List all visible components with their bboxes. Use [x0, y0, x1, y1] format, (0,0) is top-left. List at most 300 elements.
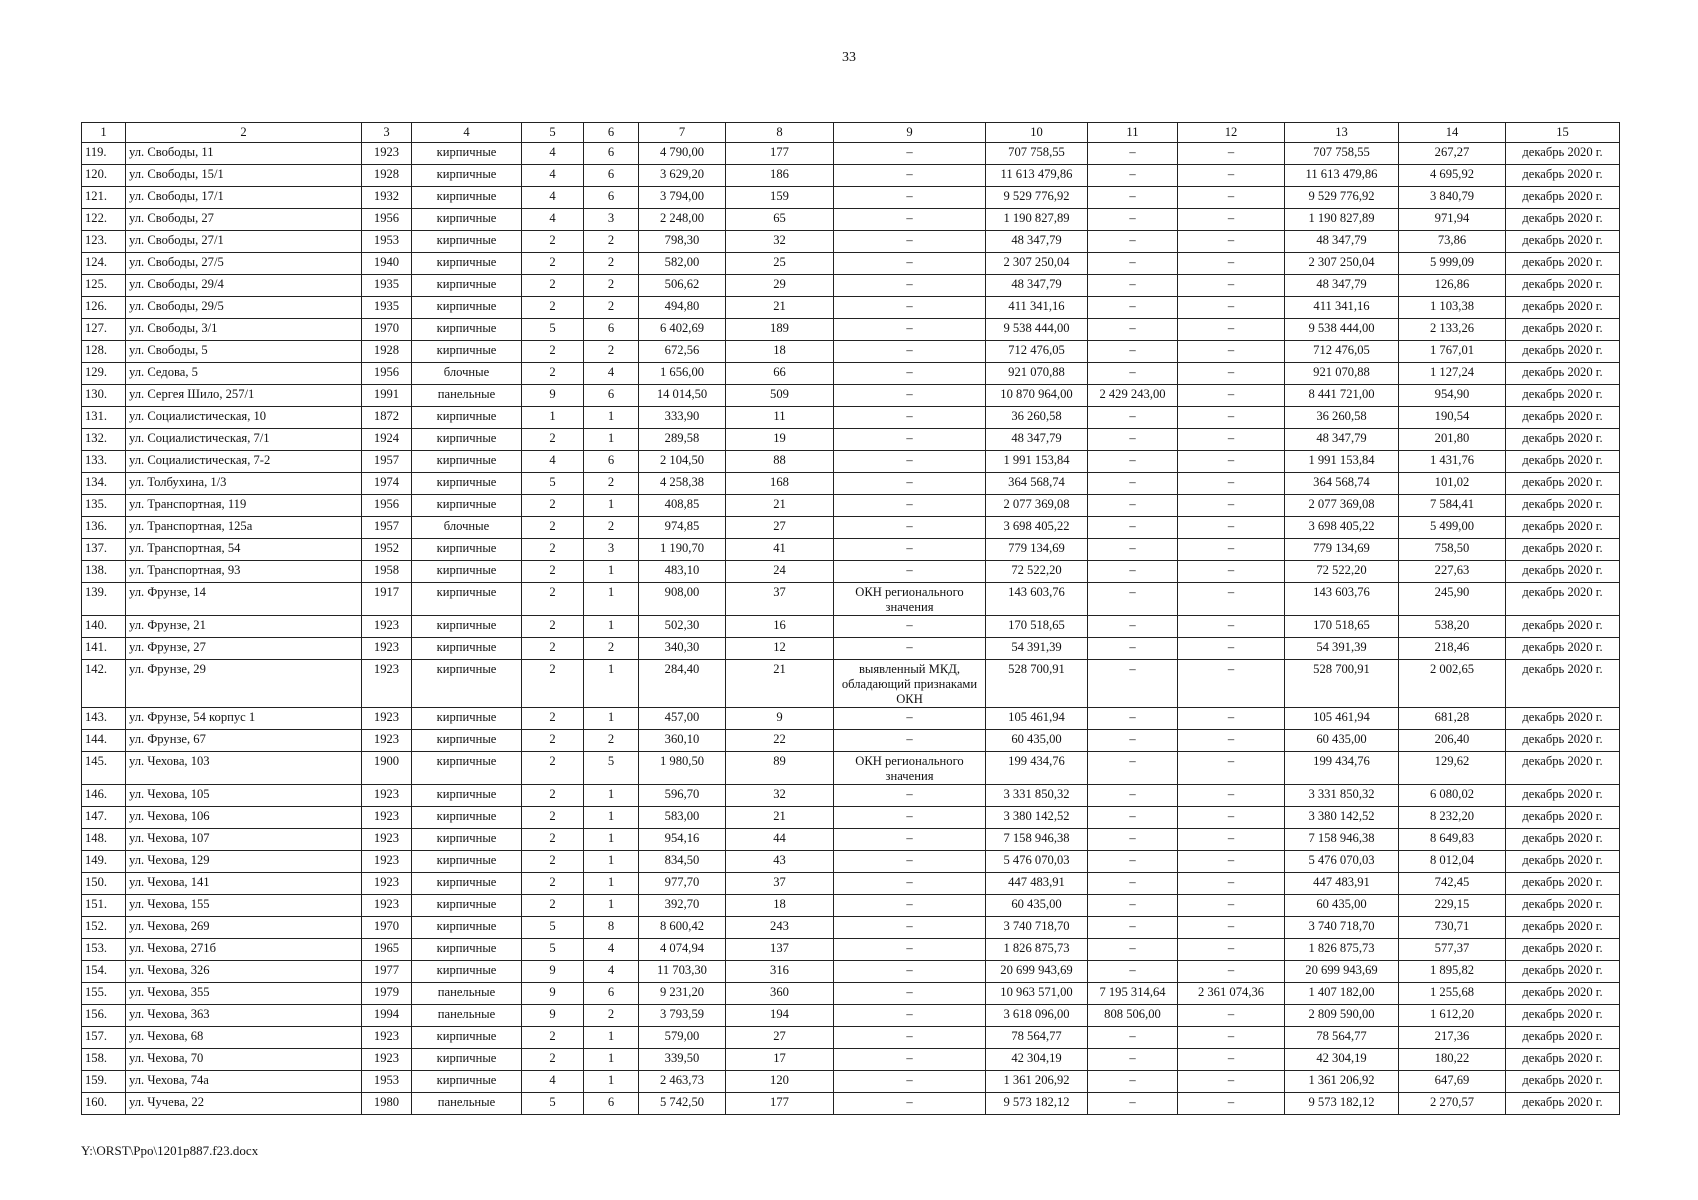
- cell-floors: 2: [522, 429, 584, 451]
- cell-floors: 2: [522, 730, 584, 752]
- cell-entrances: 1: [584, 807, 639, 829]
- cell-total-cost: 3 331 850,32: [986, 785, 1088, 807]
- cell-address: ул. Чехова, 106: [126, 807, 362, 829]
- cell-budget-cost: –: [1178, 209, 1285, 231]
- cell-heritage-status: ОКН регионального значения: [834, 583, 986, 616]
- cell-heritage-status: –: [834, 495, 986, 517]
- cell-entrances: 1: [584, 616, 639, 638]
- cell-heritage-status: –: [834, 785, 986, 807]
- cell-owner-cost: 72 522,20: [1285, 561, 1399, 583]
- cell-area: 672,56: [639, 341, 726, 363]
- cell-heritage-status: –: [834, 983, 986, 1005]
- cell-budget-cost: –: [1178, 638, 1285, 660]
- cell-wall-material: кирпичные: [412, 939, 522, 961]
- cell-budget-cost: –: [1178, 660, 1285, 708]
- cell-address: ул. Чехова, 129: [126, 851, 362, 873]
- cell-year-built: 1980: [362, 1093, 412, 1115]
- cell-budget-cost: –: [1178, 851, 1285, 873]
- cell-cost-per-sqm: 8 649,83: [1399, 829, 1506, 851]
- cell-floors: 2: [522, 660, 584, 708]
- cell-total-cost: 3 740 718,70: [986, 917, 1088, 939]
- cell-heritage-status: –: [834, 319, 986, 341]
- cell-entrances: 6: [584, 143, 639, 165]
- cell-heritage-status: –: [834, 917, 986, 939]
- cell-cost-per-sqm: 227,63: [1399, 561, 1506, 583]
- cell-budget-cost: –: [1178, 961, 1285, 983]
- cell-residents: 43: [726, 851, 834, 873]
- cell-fund-cost: –: [1088, 730, 1178, 752]
- cell-floors: 2: [522, 638, 584, 660]
- cell-deadline: декабрь 2020 г.: [1506, 209, 1620, 231]
- cell-year-built: 1923: [362, 730, 412, 752]
- table-row: [82, 983, 1620, 1005]
- cell-entrances: 2: [584, 638, 639, 660]
- cell-address: ул. Чехова, 155: [126, 895, 362, 917]
- cell-residents: 21: [726, 297, 834, 319]
- cell-row-number: 123.: [82, 231, 126, 253]
- cell-floors: 4: [522, 187, 584, 209]
- cell-entrances: 2: [584, 517, 639, 539]
- cell-residents: 12: [726, 638, 834, 660]
- cell-deadline: декабрь 2020 г.: [1506, 851, 1620, 873]
- cell-fund-cost: –: [1088, 1071, 1178, 1093]
- cell-row-number: 150.: [82, 873, 126, 895]
- cell-floors: 2: [522, 539, 584, 561]
- cell-heritage-status: –: [834, 429, 986, 451]
- cell-wall-material: кирпичные: [412, 1071, 522, 1093]
- cell-address: ул. Социалистическая, 10: [126, 407, 362, 429]
- table-row: [82, 1071, 1620, 1093]
- cell-total-cost: 54 391,39: [986, 638, 1088, 660]
- cell-budget-cost: –: [1178, 253, 1285, 275]
- cell-residents: 88: [726, 451, 834, 473]
- cell-heritage-status: –: [834, 143, 986, 165]
- cell-budget-cost: –: [1178, 517, 1285, 539]
- cell-fund-cost: –: [1088, 275, 1178, 297]
- cell-owner-cost: 9 538 444,00: [1285, 319, 1399, 341]
- cell-area: 502,30: [639, 616, 726, 638]
- cell-heritage-status: –: [834, 363, 986, 385]
- cell-heritage-status: –: [834, 561, 986, 583]
- table-row: [82, 752, 1620, 785]
- table-row: [82, 495, 1620, 517]
- cell-deadline: декабрь 2020 г.: [1506, 730, 1620, 752]
- cell-deadline: декабрь 2020 г.: [1506, 1027, 1620, 1049]
- cell-row-number: 136.: [82, 517, 126, 539]
- cell-cost-per-sqm: 245,90: [1399, 583, 1506, 616]
- cell-total-cost: 411 341,16: [986, 297, 1088, 319]
- cell-fund-cost: –: [1088, 297, 1178, 319]
- cell-owner-cost: 3 331 850,32: [1285, 785, 1399, 807]
- cell-residents: 316: [726, 961, 834, 983]
- cell-address: ул. Транспортная, 125а: [126, 517, 362, 539]
- cell-area: 4 790,00: [639, 143, 726, 165]
- cell-row-number: 158.: [82, 1049, 126, 1071]
- cell-deadline: декабрь 2020 г.: [1506, 829, 1620, 851]
- cell-cost-per-sqm: 101,02: [1399, 473, 1506, 495]
- cell-wall-material: панельные: [412, 983, 522, 1005]
- cell-owner-cost: 5 476 070,03: [1285, 851, 1399, 873]
- cell-residents: 66: [726, 363, 834, 385]
- cell-residents: 21: [726, 660, 834, 708]
- cell-residents: 65: [726, 209, 834, 231]
- cell-fund-cost: –: [1088, 539, 1178, 561]
- table-row: [82, 660, 1620, 708]
- cell-address: ул. Чехова, 363: [126, 1005, 362, 1027]
- cell-total-cost: 1 361 206,92: [986, 1071, 1088, 1093]
- table-row: [82, 1049, 1620, 1071]
- cell-year-built: 1935: [362, 275, 412, 297]
- cell-area: 3 793,59: [639, 1005, 726, 1027]
- cell-fund-cost: –: [1088, 561, 1178, 583]
- cell-deadline: декабрь 2020 г.: [1506, 341, 1620, 363]
- cell-row-number: 147.: [82, 807, 126, 829]
- cell-cost-per-sqm: 129,62: [1399, 752, 1506, 785]
- cell-fund-cost: –: [1088, 517, 1178, 539]
- cell-residents: 243: [726, 917, 834, 939]
- cell-cost-per-sqm: 758,50: [1399, 539, 1506, 561]
- cell-owner-cost: 779 134,69: [1285, 539, 1399, 561]
- table-row: [82, 583, 1620, 616]
- cell-row-number: 120.: [82, 165, 126, 187]
- cell-owner-cost: 143 603,76: [1285, 583, 1399, 616]
- cell-wall-material: кирпичные: [412, 539, 522, 561]
- table-row: [82, 807, 1620, 829]
- cell-area: 834,50: [639, 851, 726, 873]
- table-header: [82, 123, 1620, 143]
- cell-address: ул. Фрунзе, 21: [126, 616, 362, 638]
- cell-row-number: 127.: [82, 319, 126, 341]
- cell-year-built: 1900: [362, 752, 412, 785]
- cell-year-built: 1917: [362, 583, 412, 616]
- cell-row-number: 159.: [82, 1071, 126, 1093]
- cell-wall-material: кирпичные: [412, 638, 522, 660]
- cell-cost-per-sqm: 73,86: [1399, 231, 1506, 253]
- cell-total-cost: 1 190 827,89: [986, 209, 1088, 231]
- cell-residents: 137: [726, 939, 834, 961]
- cell-row-number: 141.: [82, 638, 126, 660]
- cell-address: ул. Социалистическая, 7/1: [126, 429, 362, 451]
- cell-area: 506,62: [639, 275, 726, 297]
- cell-entrances: 3: [584, 209, 639, 231]
- cell-floors: 2: [522, 275, 584, 297]
- cell-fund-cost: –: [1088, 231, 1178, 253]
- cell-entrances: 1: [584, 873, 639, 895]
- cell-fund-cost: –: [1088, 209, 1178, 231]
- cell-residents: 37: [726, 583, 834, 616]
- cell-cost-per-sqm: 971,94: [1399, 209, 1506, 231]
- table-row: [82, 275, 1620, 297]
- cell-heritage-status: –: [834, 275, 986, 297]
- cell-wall-material: кирпичные: [412, 165, 522, 187]
- table-row: [82, 1005, 1620, 1027]
- cell-floors: 2: [522, 851, 584, 873]
- cell-wall-material: кирпичные: [412, 895, 522, 917]
- cell-year-built: 1953: [362, 231, 412, 253]
- cell-heritage-status: выявленный МКД, обладающий признаками ОКН: [834, 660, 986, 708]
- cell-owner-cost: 9 573 182,12: [1285, 1093, 1399, 1115]
- cell-row-number: 149.: [82, 851, 126, 873]
- table-row: [82, 1093, 1620, 1115]
- cell-budget-cost: –: [1178, 895, 1285, 917]
- cell-cost-per-sqm: 218,46: [1399, 638, 1506, 660]
- cell-deadline: декабрь 2020 г.: [1506, 1071, 1620, 1093]
- table-row: [82, 539, 1620, 561]
- cell-entrances: 2: [584, 231, 639, 253]
- cell-area: 1 980,50: [639, 752, 726, 785]
- cell-floors: 2: [522, 363, 584, 385]
- cell-owner-cost: 447 483,91: [1285, 873, 1399, 895]
- cell-row-number: 155.: [82, 983, 126, 1005]
- cell-row-number: 139.: [82, 583, 126, 616]
- cell-owner-cost: 105 461,94: [1285, 708, 1399, 730]
- cell-row-number: 122.: [82, 209, 126, 231]
- cell-total-cost: 3 380 142,52: [986, 807, 1088, 829]
- cell-cost-per-sqm: 8 012,04: [1399, 851, 1506, 873]
- cell-owner-cost: 2 307 250,04: [1285, 253, 1399, 275]
- cell-area: 3 794,00: [639, 187, 726, 209]
- cell-cost-per-sqm: 2 270,57: [1399, 1093, 1506, 1115]
- cell-wall-material: кирпичные: [412, 319, 522, 341]
- cell-year-built: 1923: [362, 785, 412, 807]
- cell-address: ул. Свободы, 3/1: [126, 319, 362, 341]
- cell-entrances: 1: [584, 785, 639, 807]
- cell-row-number: 132.: [82, 429, 126, 451]
- cell-fund-cost: –: [1088, 1049, 1178, 1071]
- cell-deadline: декабрь 2020 г.: [1506, 297, 1620, 319]
- cell-owner-cost: 48 347,79: [1285, 231, 1399, 253]
- cell-deadline: декабрь 2020 г.: [1506, 275, 1620, 297]
- table-body: [82, 143, 1620, 1115]
- cell-year-built: 1977: [362, 961, 412, 983]
- cell-total-cost: 528 700,91: [986, 660, 1088, 708]
- cell-year-built: 1994: [362, 1005, 412, 1027]
- header-row: [82, 123, 1620, 143]
- cell-deadline: декабрь 2020 г.: [1506, 495, 1620, 517]
- cell-budget-cost: –: [1178, 873, 1285, 895]
- column-header-6: 6: [584, 123, 639, 143]
- cell-entrances: 3: [584, 539, 639, 561]
- cell-budget-cost: –: [1178, 143, 1285, 165]
- cell-floors: 9: [522, 961, 584, 983]
- cell-entrances: 6: [584, 385, 639, 407]
- cell-entrances: 1: [584, 407, 639, 429]
- cell-row-number: 130.: [82, 385, 126, 407]
- cell-address: ул. Транспортная, 54: [126, 539, 362, 561]
- cell-residents: 32: [726, 785, 834, 807]
- cell-floors: 2: [522, 583, 584, 616]
- cell-year-built: 1923: [362, 1049, 412, 1071]
- cell-entrances: 8: [584, 917, 639, 939]
- cell-deadline: декабрь 2020 г.: [1506, 187, 1620, 209]
- cell-floors: 4: [522, 143, 584, 165]
- housing-register-table: [81, 122, 1620, 1115]
- cell-area: 289,58: [639, 429, 726, 451]
- cell-heritage-status: –: [834, 851, 986, 873]
- cell-year-built: 1958: [362, 561, 412, 583]
- cell-cost-per-sqm: 742,45: [1399, 873, 1506, 895]
- cell-fund-cost: –: [1088, 961, 1178, 983]
- cell-deadline: декабрь 2020 г.: [1506, 1005, 1620, 1027]
- cell-residents: 22: [726, 730, 834, 752]
- table-row: [82, 407, 1620, 429]
- cell-deadline: декабрь 2020 г.: [1506, 873, 1620, 895]
- cell-floors: 2: [522, 895, 584, 917]
- cell-floors: 5: [522, 939, 584, 961]
- cell-total-cost: 143 603,76: [986, 583, 1088, 616]
- cell-residents: 120: [726, 1071, 834, 1093]
- cell-cost-per-sqm: 1 612,20: [1399, 1005, 1506, 1027]
- cell-fund-cost: –: [1088, 1093, 1178, 1115]
- cell-cost-per-sqm: 201,80: [1399, 429, 1506, 451]
- cell-budget-cost: –: [1178, 297, 1285, 319]
- cell-year-built: 1957: [362, 451, 412, 473]
- cell-cost-per-sqm: 1 431,76: [1399, 451, 1506, 473]
- cell-owner-cost: 78 564,77: [1285, 1027, 1399, 1049]
- cell-address: ул. Социалистическая, 7-2: [126, 451, 362, 473]
- cell-year-built: 1991: [362, 385, 412, 407]
- cell-residents: 37: [726, 873, 834, 895]
- cell-deadline: декабрь 2020 г.: [1506, 983, 1620, 1005]
- column-header-7: 7: [639, 123, 726, 143]
- cell-fund-cost: –: [1088, 187, 1178, 209]
- column-header-9: 9: [834, 123, 986, 143]
- cell-cost-per-sqm: 4 695,92: [1399, 165, 1506, 187]
- cell-cost-per-sqm: 2 002,65: [1399, 660, 1506, 708]
- cell-total-cost: 42 304,19: [986, 1049, 1088, 1071]
- cell-entrances: 1: [584, 708, 639, 730]
- cell-area: 1 190,70: [639, 539, 726, 561]
- cell-row-number: 125.: [82, 275, 126, 297]
- cell-entrances: 1: [584, 561, 639, 583]
- cell-wall-material: кирпичные: [412, 209, 522, 231]
- cell-fund-cost: –: [1088, 363, 1178, 385]
- cell-deadline: декабрь 2020 г.: [1506, 917, 1620, 939]
- table-row: [82, 730, 1620, 752]
- cell-floors: 2: [522, 1027, 584, 1049]
- table-row: [82, 517, 1620, 539]
- cell-address: ул. Свободы, 27/1: [126, 231, 362, 253]
- cell-fund-cost: –: [1088, 895, 1178, 917]
- cell-owner-cost: 3 698 405,22: [1285, 517, 1399, 539]
- cell-residents: 89: [726, 752, 834, 785]
- cell-year-built: 1928: [362, 165, 412, 187]
- cell-owner-cost: 411 341,16: [1285, 297, 1399, 319]
- cell-deadline: декабрь 2020 г.: [1506, 638, 1620, 660]
- cell-residents: 16: [726, 616, 834, 638]
- cell-budget-cost: –: [1178, 1071, 1285, 1093]
- cell-floors: 9: [522, 983, 584, 1005]
- cell-budget-cost: –: [1178, 407, 1285, 429]
- cell-fund-cost: –: [1088, 829, 1178, 851]
- cell-entrances: 2: [584, 341, 639, 363]
- cell-wall-material: кирпичные: [412, 495, 522, 517]
- cell-residents: 18: [726, 895, 834, 917]
- cell-row-number: 151.: [82, 895, 126, 917]
- cell-total-cost: 199 434,76: [986, 752, 1088, 785]
- cell-address: ул. Фрунзе, 29: [126, 660, 362, 708]
- cell-fund-cost: –: [1088, 638, 1178, 660]
- cell-row-number: 156.: [82, 1005, 126, 1027]
- cell-budget-cost: –: [1178, 539, 1285, 561]
- cell-year-built: 1956: [362, 209, 412, 231]
- cell-deadline: декабрь 2020 г.: [1506, 429, 1620, 451]
- table-row: [82, 708, 1620, 730]
- cell-heritage-status: –: [834, 616, 986, 638]
- cell-wall-material: блочные: [412, 363, 522, 385]
- cell-budget-cost: –: [1178, 187, 1285, 209]
- cell-entrances: 2: [584, 253, 639, 275]
- cell-residents: 18: [726, 341, 834, 363]
- cell-address: ул. Чехова, 74а: [126, 1071, 362, 1093]
- cell-year-built: 1923: [362, 895, 412, 917]
- cell-fund-cost: –: [1088, 807, 1178, 829]
- cell-entrances: 1: [584, 660, 639, 708]
- cell-cost-per-sqm: 681,28: [1399, 708, 1506, 730]
- cell-owner-cost: 8 441 721,00: [1285, 385, 1399, 407]
- cell-address: ул. Фрунзе, 14: [126, 583, 362, 616]
- cell-residents: 21: [726, 495, 834, 517]
- cell-cost-per-sqm: 5 999,09: [1399, 253, 1506, 275]
- cell-fund-cost: –: [1088, 495, 1178, 517]
- cell-owner-cost: 712 476,05: [1285, 341, 1399, 363]
- table-row: [82, 851, 1620, 873]
- cell-owner-cost: 1 190 827,89: [1285, 209, 1399, 231]
- cell-deadline: декабрь 2020 г.: [1506, 539, 1620, 561]
- cell-heritage-status: –: [834, 939, 986, 961]
- cell-address: ул. Чехова, 326: [126, 961, 362, 983]
- cell-total-cost: 9 538 444,00: [986, 319, 1088, 341]
- cell-year-built: 1923: [362, 638, 412, 660]
- cell-wall-material: кирпичные: [412, 407, 522, 429]
- cell-wall-material: кирпичные: [412, 660, 522, 708]
- column-header-10: 10: [986, 123, 1088, 143]
- cell-deadline: декабрь 2020 г.: [1506, 1093, 1620, 1115]
- cell-year-built: 1956: [362, 495, 412, 517]
- cell-total-cost: 7 158 946,38: [986, 829, 1088, 851]
- cell-address: ул. Свободы, 27: [126, 209, 362, 231]
- cell-total-cost: 3 698 405,22: [986, 517, 1088, 539]
- cell-area: 457,00: [639, 708, 726, 730]
- cell-residents: 177: [726, 143, 834, 165]
- cell-heritage-status: –: [834, 807, 986, 829]
- cell-deadline: декабрь 2020 г.: [1506, 895, 1620, 917]
- cell-cost-per-sqm: 1 255,68: [1399, 983, 1506, 1005]
- cell-deadline: декабрь 2020 г.: [1506, 939, 1620, 961]
- cell-floors: 2: [522, 561, 584, 583]
- cell-deadline: декабрь 2020 г.: [1506, 473, 1620, 495]
- cell-heritage-status: –: [834, 253, 986, 275]
- cell-heritage-status: –: [834, 1071, 986, 1093]
- column-header-15: 15: [1506, 123, 1620, 143]
- table-row: [82, 385, 1620, 407]
- cell-cost-per-sqm: 229,15: [1399, 895, 1506, 917]
- table-row: [82, 1027, 1620, 1049]
- cell-wall-material: панельные: [412, 1093, 522, 1115]
- cell-row-number: 160.: [82, 1093, 126, 1115]
- cell-floors: 2: [522, 297, 584, 319]
- cell-floors: 4: [522, 165, 584, 187]
- cell-cost-per-sqm: 1 895,82: [1399, 961, 1506, 983]
- cell-entrances: 4: [584, 939, 639, 961]
- cell-area: 408,85: [639, 495, 726, 517]
- cell-budget-cost: –: [1178, 385, 1285, 407]
- table-row: [82, 638, 1620, 660]
- cell-deadline: декабрь 2020 г.: [1506, 1049, 1620, 1071]
- cell-owner-cost: 199 434,76: [1285, 752, 1399, 785]
- cell-address: ул. Седова, 5: [126, 363, 362, 385]
- cell-entrances: 2: [584, 297, 639, 319]
